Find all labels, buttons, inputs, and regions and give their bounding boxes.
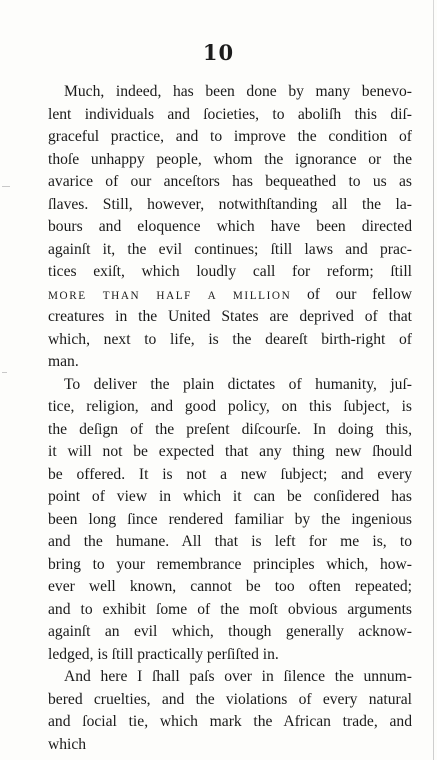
text-line: MORE THAN HALF A MILLION of our fellow bbox=[48, 285, 412, 303]
text-line: Much, indeed, has been done by many benevo- bbox=[64, 83, 412, 100]
text-line: againſt it, the evil continues; ſtill laws and prac- bbox=[48, 240, 412, 258]
text-line: ſlaves. Still, however, notwithſtanding all the la- bbox=[48, 195, 412, 213]
text-line: avarice of our anceſtors has bequeathed to us as bbox=[48, 173, 412, 190]
paragraph bbox=[48, 81, 412, 374]
text-line: man. bbox=[48, 353, 79, 370]
text-line: graceful practice, and to improve the condition of bbox=[48, 128, 412, 145]
text-line: And here I ſhall paſs over in ſilence the unnum- bbox=[64, 668, 412, 685]
page-edge bbox=[433, 0, 434, 760]
text-line: and the humane. All that is left for me is, to bbox=[48, 533, 412, 550]
text-line: tice, religion, and good policy, on this ſubject, is bbox=[48, 398, 412, 415]
text-line: it will not be expected that any thing new ſhould bbox=[48, 443, 412, 460]
text-line: and to exhibit ſome of the moſt obvious arguments bbox=[48, 600, 412, 618]
margin-mark bbox=[2, 186, 10, 187]
text-line: point of view in which it can be conſidered has bbox=[48, 488, 412, 505]
text-line: tices exiſt, which loudly call for reform; ſtill bbox=[48, 263, 412, 280]
text-line: ever well known, cannot be too often repeated; bbox=[48, 578, 412, 595]
text-line: lent individuals and ſocieties, to aboliſh this diſ- bbox=[48, 105, 412, 123]
text-line: which, next to life, is the deareſt birth-right of bbox=[48, 330, 412, 348]
margin-mark bbox=[2, 372, 7, 373]
text-line: creatures in the United States are deprived of that bbox=[48, 308, 412, 325]
paragraph bbox=[48, 374, 412, 667]
text-line: againſt an evil which, though generally acknow- bbox=[48, 623, 412, 640]
text-line: the deſign of the preſent diſcourſe. In doing this, bbox=[48, 420, 412, 438]
text-line: and ſocial tie, which mark the African trade, and bbox=[48, 713, 412, 730]
text-line: ledged, is ſtill practically perſiſted in. bbox=[48, 645, 279, 663]
text-line: been long ſince rendered familiar by the ingenious bbox=[48, 510, 412, 528]
text-line: be offered. It is not a new ſubject; and every bbox=[48, 465, 412, 483]
text-line: bring to your remembrance principles which, how- bbox=[48, 555, 412, 573]
text-line: which bbox=[48, 735, 87, 753]
text-line: bered cruelties, and the violations of every natural bbox=[48, 690, 412, 708]
text-line: thoſe unhappy people, whom the ignorance or the bbox=[48, 150, 412, 168]
body-text bbox=[48, 81, 412, 756]
text-line: bours and eloquence which have been directed bbox=[48, 218, 412, 235]
paragraph bbox=[48, 666, 412, 756]
page-number: 10 bbox=[202, 40, 235, 65]
text-line: To deliver the plain dictates of humanity, juſ- bbox=[64, 375, 412, 393]
